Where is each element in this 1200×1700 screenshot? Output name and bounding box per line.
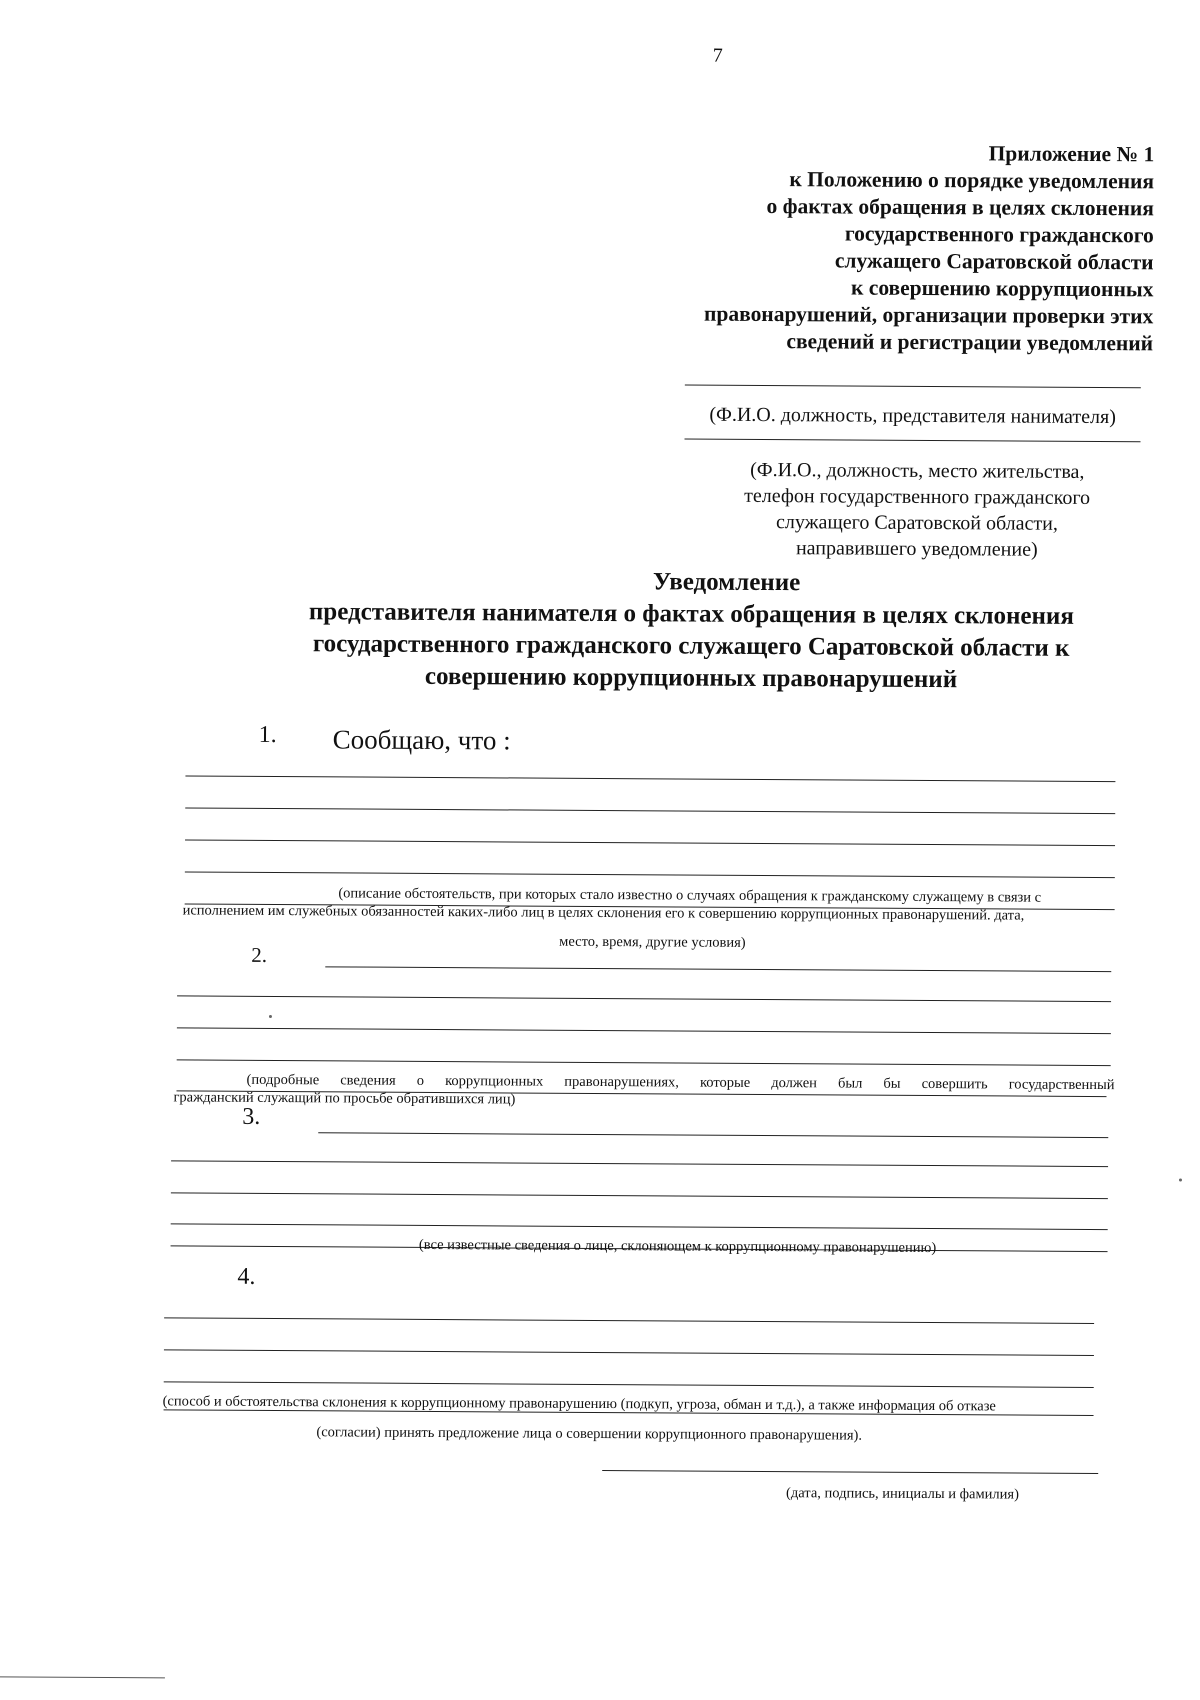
appendix-line: к совершению коррупционных [850, 275, 1154, 302]
section-2-fill-line [325, 966, 1111, 972]
sender-caption-line: телефон государственного гражданского [744, 484, 1091, 509]
appendix-line: о фактах обращения в целях склонения [766, 194, 1154, 221]
title-line: представителя нанимателя о фактах обращения в целях склонения [308, 598, 1074, 630]
section-3-fill-line [171, 1160, 1108, 1167]
section-1-caption-line: исполнением им служебных обязанностей каких-либо лиц в целях склонения его к совершению коррупционных правонарушений. дата, [182, 902, 1025, 924]
employer-caption: (Ф.И.О. должность, представителя нанимателя) [709, 403, 1116, 429]
scan-edge-line [0, 1676, 165, 1678]
section-4-fill-line [164, 1317, 1094, 1324]
sender-fill-line [684, 439, 1140, 443]
page-number: 7 [712, 44, 723, 67]
title-line: государственного гражданского служащего Саратовской области к [312, 630, 1070, 662]
section-1-caption-line: место, время, другие условия) [559, 933, 746, 951]
section-4-fill-line [164, 1349, 1094, 1356]
appendix-line: к Положению о порядке уведомления [789, 167, 1155, 194]
sender-caption-line: (Ф.И.О., должность, место жительства, [750, 458, 1085, 483]
section-2-fill-line [177, 995, 1111, 1002]
section-1-fill-line [185, 871, 1115, 878]
section-1-caption-line: (описание обстоятельств, при которых стало известно о случаях обращения к гражданскому служащему в связи с [338, 885, 1042, 906]
section-3-number: 3. [242, 1103, 261, 1130]
appendix-line: служащего Саратовской области [834, 248, 1154, 275]
section-2-fill-line [177, 1059, 1111, 1066]
section-2-fill-line [177, 1027, 1111, 1034]
section-4-fill-line [164, 1381, 1094, 1388]
sender-caption-line: служащего Саратовской области, [776, 511, 1058, 535]
section-4-caption-line: (способ и обстоятельства склонения к коррупционному правонарушению (подкуп, угроза, обман и т.д.), а также информация об отказе [162, 1393, 996, 1415]
section-1-number: 1. [258, 721, 277, 749]
appendix-line: государственного гражданского [844, 221, 1154, 248]
sender-caption-line: направившего уведомление) [795, 537, 1038, 561]
employer-fill-line [685, 385, 1141, 389]
appendix-header [633, 138, 1154, 357]
title-line: совершению коррупционных правонарушений [424, 662, 958, 694]
section-3-fill-line [171, 1192, 1108, 1199]
section-1-fill-line [185, 775, 1115, 782]
section-1-lead: Сообщаю, что : [332, 724, 511, 756]
section-2-caption-line: (подробные сведения о коррупционных правонарушениях, которые должен был бы совершить государственный [246, 1071, 1115, 1094]
title-line: Уведомление [652, 568, 801, 597]
section-3-caption: (все известные сведения о лице, склоняющем к коррупционному правонарушению) [418, 1236, 937, 1257]
scan-speck [269, 1015, 272, 1018]
section-4-caption-line: (согласии) принять предложение лица о совершении коррупционного правонарушения). [316, 1424, 863, 1444]
section-1-fill-line [185, 807, 1115, 814]
scan-speck [1179, 1179, 1182, 1182]
section-3-fill-line [171, 1223, 1108, 1230]
signature-fill-line [602, 1470, 1098, 1474]
appendix-line: Приложение № 1 [988, 141, 1155, 167]
sender-caption [692, 457, 1143, 564]
document-title [231, 564, 1152, 698]
signature-caption: (дата, подпись, инициалы и фамилия) [786, 1485, 1019, 1503]
appendix-line: правонарушений, организации проверки этих [703, 301, 1154, 329]
section-2-caption-line: гражданский служащий по просьбе обратившихся лиц) [173, 1089, 516, 1108]
section-1-fill-line [185, 839, 1115, 846]
section-2-number: 2. [251, 942, 268, 967]
section-4-number: 4. [237, 1263, 256, 1290]
appendix-line: сведений и регистрации уведомлений [786, 329, 1154, 356]
section-3-fill-line [318, 1132, 1108, 1138]
